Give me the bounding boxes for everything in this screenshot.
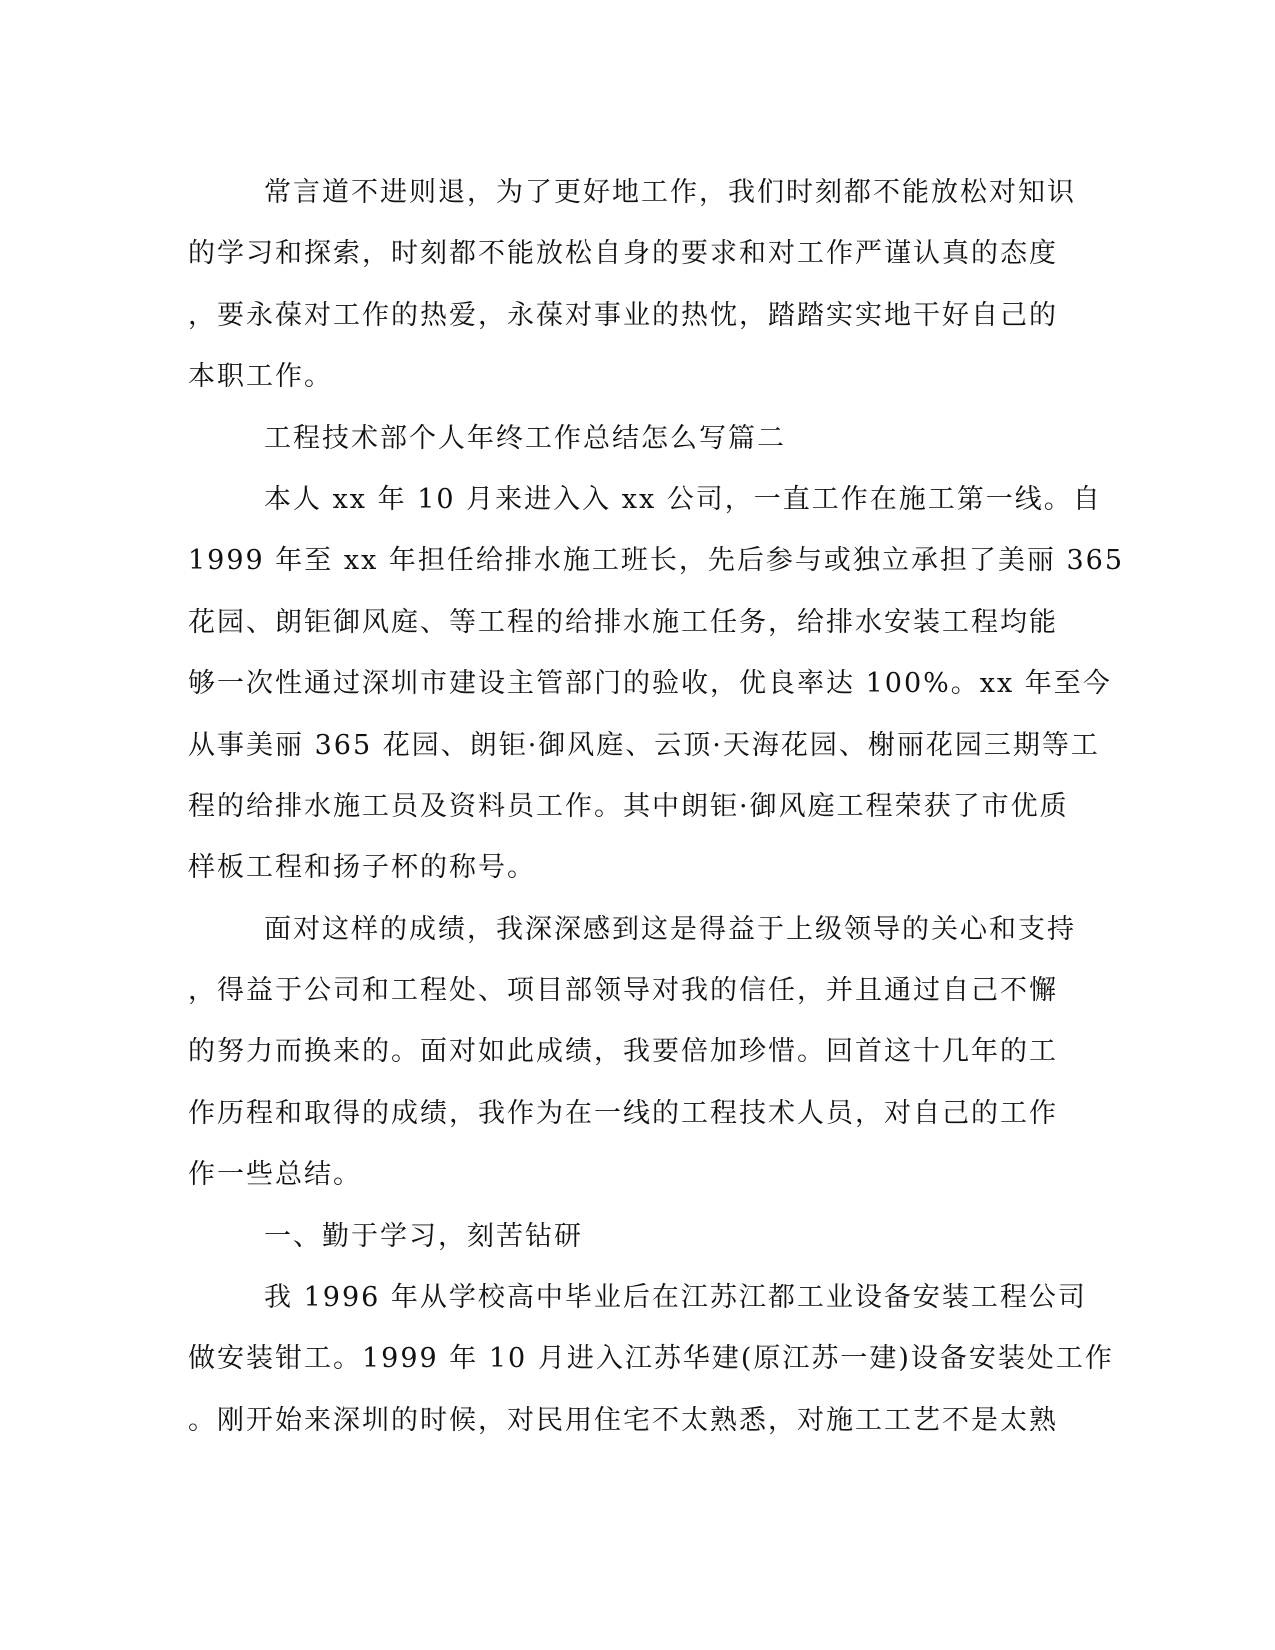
text-line: 本职工作。 <box>188 361 333 393</box>
text-line: 程的给排水施工员及资料员工作。其中朗钜·御风庭工程荣获了市优质 <box>188 790 1069 822</box>
text-line: ，要永葆对工作的热爱，永葆对事业的热忱，踏踏实实地干好自己的 <box>188 299 1058 331</box>
text-line: 够一次性通过深圳市建设主管部门的验收，优良率达 100%。xx 年至今 <box>188 668 1112 700</box>
text-line: 面对这样的成绩，我深深感到这是得益于上级领导的关心和支持 <box>264 913 1076 945</box>
text-line: 做安装钳工。1999 年 10 月进入江苏华建(原江苏一建)设备安装处工作 <box>188 1343 1114 1375</box>
text-line: 的努力而换来的。面对如此成绩，我要倍加珍惜。回首这十几年的工 <box>188 1036 1058 1068</box>
document-body <box>188 162 1125 1451</box>
text-line: 作历程和取得的成绩，我作为在一线的工程技术人员，对自己的工作 <box>188 1097 1058 1129</box>
text-line: 1999 年至 xx 年担任给排水施工班长，先后参与或独立承担了美丽 365 <box>188 545 1125 577</box>
text-line: 花园、朗钜御风庭、等工程的给排水施工任务，给排水安装工程均能 <box>188 606 1058 638</box>
text-line: 常言道不进则退，为了更好地工作，我们时刻都不能放松对知识 <box>264 177 1076 208</box>
text-line: 作一些总结。 <box>188 1159 362 1191</box>
text-line: ，得益于公司和工程处、项目部领导对我的信任，并且通过自己不懈 <box>188 975 1058 1007</box>
text-line: 从事美丽 365 花园、朗钜·御风庭、云顶·天海花园、榭丽花园三期等工 <box>188 729 1100 761</box>
text-line: 本人 xx 年 10 月来进入入 xx 公司，一直工作在施工第一线。自 <box>264 483 1102 515</box>
text-line: 我 1996 年从学校高中毕业后在江苏江都工业设备安装工程公司 <box>264 1282 1087 1314</box>
text-line: 。刚开始来深圳的时候，对民用住宅不太熟悉，对施工工艺不是太熟 <box>188 1404 1058 1436</box>
section-heading: 工程技术部个人年终工作总结怎么写篇二 <box>264 422 786 454</box>
text-line: 样板工程和扬子杯的称号。 <box>188 852 536 884</box>
text-line: 的学习和探索，时刻都不能放松自身的要求和对工作严谨认真的态度 <box>188 238 1058 270</box>
subsection-heading: 一、勤于学习，刻苦钻研 <box>264 1220 583 1252</box>
